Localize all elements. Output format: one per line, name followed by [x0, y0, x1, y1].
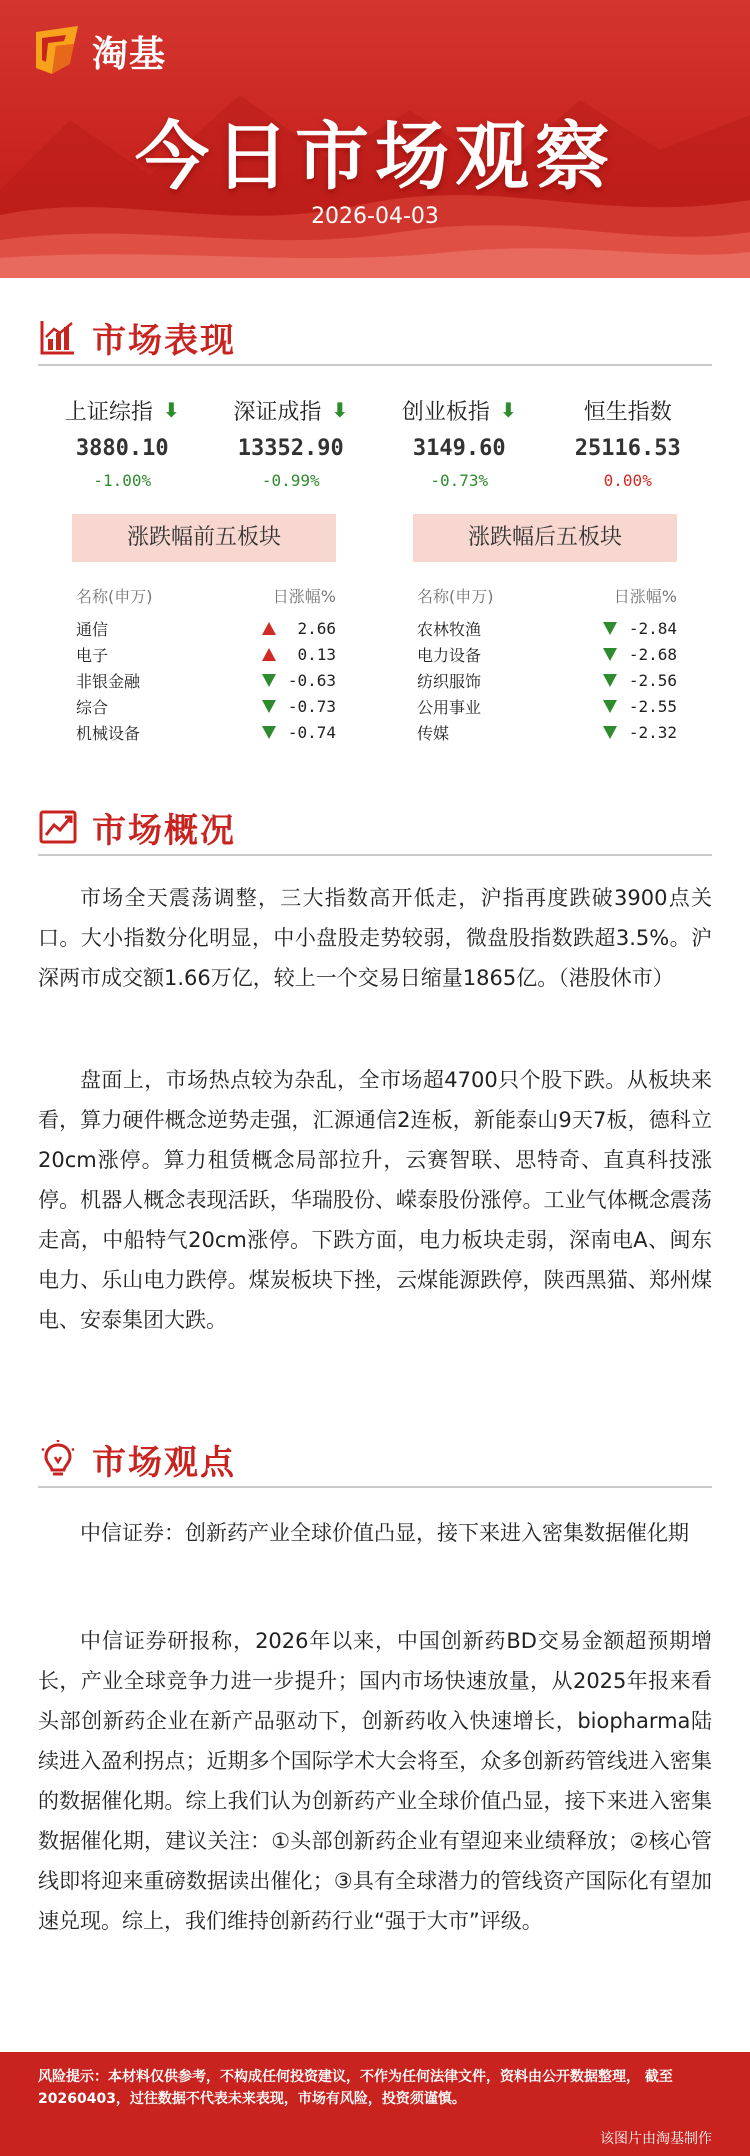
index-name: 创业板指	[401, 399, 490, 425]
index-list	[38, 394, 712, 490]
view-headline: 中信证券：创新药产业全球价值凸显，接下来进入密集数据催化期	[80, 1521, 689, 1545]
index-change: -0.99%	[261, 471, 320, 490]
table-row	[72, 615, 336, 641]
section-title: 市场表现	[92, 320, 236, 361]
sector-change: -2.32	[628, 722, 677, 742]
sector-name: 电子	[76, 645, 109, 665]
table-row	[413, 719, 677, 745]
table-row	[72, 693, 336, 719]
top-sectors-table	[72, 514, 336, 745]
sector-change: 2.66	[297, 618, 336, 638]
sector-change: -0.74	[287, 722, 336, 742]
down-triangle-icon	[603, 622, 617, 635]
down-arrow-icon: ⬇	[331, 398, 349, 422]
down-triangle-icon	[603, 726, 617, 739]
brand-logo	[30, 24, 166, 78]
lightbulb-icon	[38, 1439, 78, 1479]
table-row	[413, 693, 677, 719]
table-row	[413, 615, 677, 641]
down-triangle-icon	[262, 700, 276, 713]
bottom-sectors-title: 涨跌幅后五板块	[413, 514, 677, 562]
sector-name: 公用事业	[417, 697, 482, 717]
down-triangle-icon	[262, 726, 276, 739]
up-triangle-icon	[262, 622, 276, 635]
sector-change: 0.13	[297, 644, 336, 664]
index-change: 0.00%	[603, 471, 652, 490]
trend-line-icon	[38, 807, 78, 847]
table-header	[72, 584, 336, 607]
col-name-header: 名称(申万)	[417, 587, 494, 606]
index-change: -1.00%	[93, 471, 152, 490]
sector-change: -2.56	[628, 670, 677, 690]
sector-change: -0.63	[287, 670, 336, 690]
sector-change: -2.68	[628, 644, 677, 664]
section-market-view	[38, 1432, 712, 1488]
sector-change: -0.73	[287, 696, 336, 716]
sector-name: 传媒	[417, 723, 450, 743]
page-title: 今日市场观察	[135, 114, 615, 200]
table-row	[72, 641, 336, 667]
col-change-header: 日涨幅%	[272, 587, 336, 606]
overview-paragraph: 市场全天震荡调整，三大指数高开低走，沪指再度跌破3900点关口。大小指数分化明显，中小盘股走势较弱，微盘股指数跌超3.5%。沪深两市成交额1.66万亿，较上一个交易日缩量1865亿。（港股休市）	[38, 886, 712, 990]
bottom-sectors-table	[413, 514, 677, 745]
table-row	[413, 667, 677, 693]
index-value: 13352.90	[237, 436, 344, 461]
index-name: 深证成指	[233, 399, 322, 425]
section-market-overview	[38, 800, 712, 856]
sector-change: -2.84	[628, 618, 677, 638]
up-triangle-icon	[262, 648, 276, 661]
index-value: 3149.60	[412, 436, 506, 461]
sector-name: 通信	[76, 619, 109, 639]
table-row	[72, 719, 336, 745]
section-title: 市场观点	[92, 1442, 236, 1483]
index-change: -0.73%	[430, 471, 489, 490]
image-credit: 该图片由淘基制作	[600, 2131, 712, 2147]
sector-name: 机械设备	[76, 723, 141, 743]
table-header	[413, 584, 677, 607]
index-value: 3880.10	[75, 436, 169, 461]
index-value: 25116.53	[574, 436, 681, 461]
col-name-header: 名称(申万)	[76, 587, 153, 606]
report-date: 2026-04-03	[311, 204, 439, 229]
down-arrow-icon: ⬇	[499, 398, 517, 422]
sector-name: 综合	[76, 697, 109, 717]
index-item	[544, 394, 713, 490]
section-title: 市场概况	[92, 810, 236, 851]
section-market-performance	[38, 310, 712, 366]
header-banner	[0, 0, 750, 278]
col-change-header: 日涨幅%	[613, 587, 677, 606]
index-item	[207, 394, 376, 490]
risk-disclaimer: 风险提示：本材料仅供参考，不构成任何投资建议，不作为任何法律文件，资料由公开数据整理， 截至20260403，过往数据不代表未来表现，市场有风险，投资须谨慎。	[38, 2069, 673, 2107]
taoji-logo-icon	[30, 24, 84, 78]
sector-name: 电力设备	[417, 645, 482, 665]
table-row	[72, 667, 336, 693]
table-row	[413, 641, 677, 667]
down-arrow-icon: ⬇	[162, 398, 180, 422]
index-item	[38, 394, 207, 490]
down-triangle-icon	[603, 700, 617, 713]
sector-name: 非银金融	[76, 671, 141, 691]
down-triangle-icon	[603, 648, 617, 661]
bar-chart-icon	[38, 317, 78, 357]
overview-paragraph: 盘面上，市场热点较为杂乱，全市场超4700只个股下跌。从板块来看，算力硬件概念逆势走强，汇源通信2连板，新能泰山9天7板，德科立20cm涨停。算力租赁概念局部拉升，云赛智联、思特奇、直真科技涨停。机器人概念表现活跃，华瑞股份、嵘泰股份涨停。工业气体概念震荡走高，中船特气20cm涨停。下跌方面，电力板块走弱，深南电A、闽东电力、乐山电力跌停。煤炭板块下挫，云煤能源跌停，陕西黑猫、郑州煤电、安泰集团大跌。	[38, 1068, 712, 1332]
view-paragraph: 中信证券研报称，2026年以来，中国创新药BD交易金额超预期增长，产业全球竞争力进一步提升；国内市场快速放量，从2025年报来看头部创新药企业在新产品驱动下，创新药收入快速增长，biopharma陆续进入盈利拐点；近期多个国际学术大会将至，众多创新药管线进入密集的数据催化期。综上我们认为创新药产业全球价值凸显，接下来进入密集数据催化期，建议关注：①头部创新药企业有望迎来业绩释放；②核心管线即将迎来重磅数据读出催化；③具有全球潜力的管线资产国际化有望加速兑现。综上，我们维持创新药行业“强于大市”评级。	[38, 1629, 712, 1933]
index-name: 恒生指数	[583, 399, 672, 425]
sector-name: 纺织服饰	[417, 671, 482, 691]
top-sectors-title: 涨跌幅前五板块	[72, 514, 336, 562]
sector-name: 农林牧渔	[417, 619, 482, 639]
sector-change: -2.55	[628, 696, 677, 716]
down-triangle-icon	[603, 674, 617, 687]
brand-name: 淘基	[92, 33, 167, 75]
index-name: 上证综指	[64, 399, 153, 425]
index-item	[375, 394, 544, 490]
down-triangle-icon	[262, 674, 276, 687]
footer	[0, 2052, 750, 2156]
